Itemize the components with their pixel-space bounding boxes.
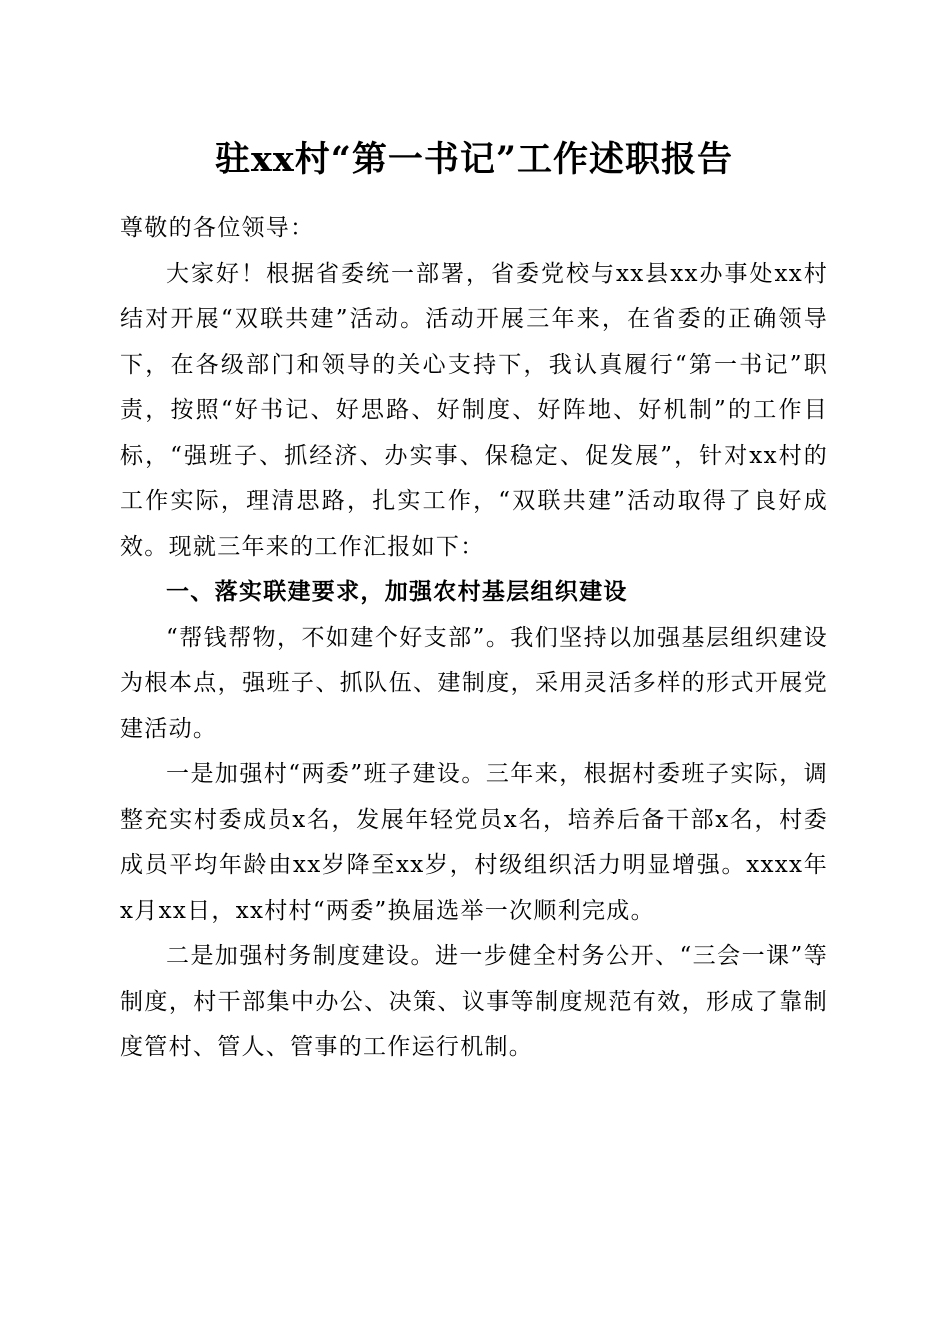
intro-paragraph: 大家好！根据省委统一部署，省委党校与xx县xx办事处xx村结对开展“双联共建”活动。活动开展三年来，在省委的正确领导下，在各级部门和领导的关心支持下，我认真履行“第一书记”职责，按照“好书记、好思路、好制度、好阵地、好机制”的工作目标，“强班子、抓经济、办实事、保稳定、促发展”，针对xx村的工作实际，理清思路，扎实工作，“双联共建”活动取得了良好成效。现就三年来的工作汇报如下：	[120, 260, 828, 560]
section-heading: 一、落实联建要求，加强农村基层组织建设	[166, 579, 628, 605]
item-paragraph-2	[120, 934, 828, 1071]
salutation: 尊敬的各位领导：	[120, 215, 315, 241]
document-title: 驻xx村“第一书记”工作述职报告	[215, 139, 733, 180]
item-text-1: 三年来，根据村委班子实际，调整充实村委成员x名，发展年轻党员x名，培养后备干部x名，村委成员平均年龄由xx岁降至xx岁，村级组织活力明显增强。xxxx年x月xx日，xx村村“两委”换届选举一次顺利完成。	[120, 761, 829, 924]
item-lead-2: 二是加强村务制度建设。	[166, 943, 435, 969]
document-body	[120, 206, 828, 1071]
item-lead-1: 一是加强村“两委”班子建设。	[166, 761, 486, 787]
item-text-2: 进一步健全村务公开、“三会一课”等制度，村干部集中办公、决策、议事等制度规范有效，形成了靠制度管村、管人、管事的工作运行机制。	[120, 943, 828, 1060]
section-intro-paragraph: “帮钱帮物，不如建个好支部”。我们坚持以加强基层组织建设为根本点，强班子、抓队伍、建制度，采用灵活多样的形式开展党建活动。	[120, 624, 828, 742]
item-paragraph-1	[120, 752, 828, 934]
document-page	[120, 0, 828, 1344]
